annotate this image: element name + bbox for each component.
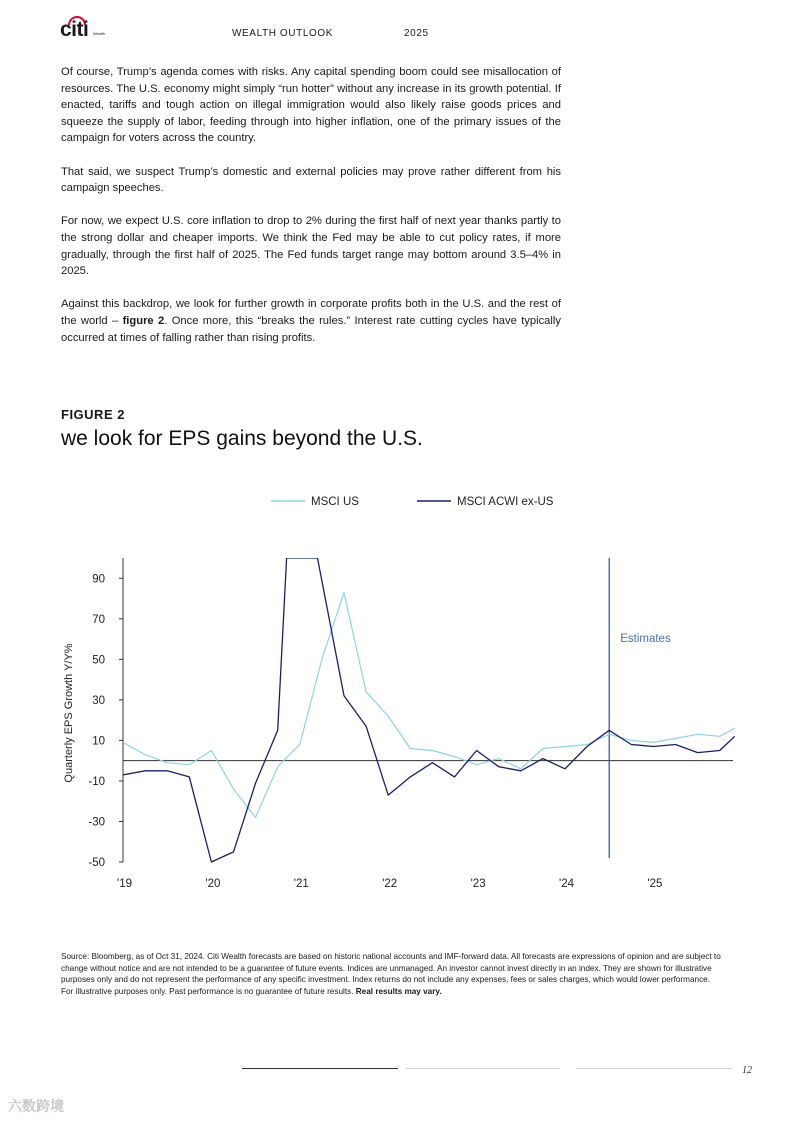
figure-reference-link[interactable]: figure 2 xyxy=(122,314,165,327)
eps-growth-chart xyxy=(55,480,745,900)
watermark-logo: 六数跨境 xyxy=(8,1098,64,1114)
y-tick-label: 30 xyxy=(92,694,105,707)
paragraph-4 xyxy=(61,296,561,346)
y-tick-label: -10 xyxy=(88,775,105,788)
x-tick-label: '21 xyxy=(293,878,309,890)
header-title: WEALTH OUTLOOK xyxy=(232,28,334,39)
paragraph-4-start: Against this backdrop, we look for further growth in corporate profits both in the U.S. and the rest of the world – xyxy=(61,298,561,327)
x-tick-label: '24 xyxy=(559,878,575,890)
x-tick-label: '22 xyxy=(382,878,398,890)
source-note xyxy=(61,951,721,997)
citi-wealth-logo xyxy=(60,18,120,44)
paragraph-1: Of course, Trump’s agenda comes with risks. Any capital spending boom could see misallocation of resources. The U.S. economy might simply “run hotter” without any increase in its growth potential. If enacted, tariffs and tough action on illegal immigration would also likely raise goods prices and squeeze the supply of labor, feeding through into higher inflation, one of the primary issues of the campaign for voters across the country. xyxy=(61,66,561,145)
x-tick-label: '19 xyxy=(117,878,132,890)
y-tick-label: -50 xyxy=(88,857,105,869)
source-disclaimer-bold: Real results may vary. xyxy=(355,986,442,996)
legend-label-1: MSCI US xyxy=(311,496,359,508)
footer-line-3 xyxy=(576,1068,732,1069)
y-axis-label: Quarterly EPS Growth Y/Y% xyxy=(63,643,75,783)
source-text: Source: Bloomberg, as of Oct 31, 2024. Citi Wealth forecasts are based on historic national accounts and IMF-forward data. All forecasts are expressions of opinion and are subject to change without notice and are not intended to be a guarantee of future events. Indices are unmanaged. An investor cannot invest directly in an index. They are shown for illustrative purposes only and do not represent the performance of any specific investment. Index returns do not include any expenses, fees or sales charges, which would lower performance. For illustrative purposes only. Past performance is no guarantee of future results. xyxy=(61,952,721,996)
chart-svg xyxy=(55,480,745,900)
logo-text: citi xyxy=(60,18,89,41)
estimates-annotation: Estimates xyxy=(620,633,671,645)
footer-line-2 xyxy=(406,1068,560,1069)
y-tick-label: -30 xyxy=(88,816,105,829)
logo-subtext: Wealth xyxy=(93,31,106,36)
y-tick-label: 90 xyxy=(92,573,105,586)
page-number: 12 xyxy=(742,1065,752,1076)
y-tick-label: 70 xyxy=(92,613,105,626)
series-line-msci-us xyxy=(123,593,735,818)
figure-title: we look for EPS gains beyond the U.S. xyxy=(61,427,423,450)
header-year: 2025 xyxy=(404,28,429,39)
figure-label: FIGURE 2 xyxy=(61,407,125,422)
y-tick-label: 50 xyxy=(92,654,105,667)
footer-progress-lines xyxy=(0,1068,793,1072)
x-tick-label: '20 xyxy=(205,878,221,890)
legend-label-2: MSCI ACWI ex-US xyxy=(457,496,554,508)
body-text xyxy=(61,64,561,363)
footer-line-1 xyxy=(242,1068,398,1069)
page-header xyxy=(60,18,760,48)
y-tick-label: 10 xyxy=(92,735,105,748)
series-line-msci-acwi-ex-us xyxy=(123,558,735,862)
paragraph-4-end: . Once more, this “breaks the rules.” Interest rate cutting cycles have typically occurred at times of falling rather than rising profits. xyxy=(61,314,561,344)
x-tick-label: '25 xyxy=(647,878,663,890)
paragraph-3: For now, we expect U.S. core inflation to drop to 2% during the first half of next year thanks partly to the strong dollar and cheaper imports. We think the Fed may be able to cut policy rates, if more gradually, through the first half of 2025. The Fed funds target range may bottom around 3.5–4% in 2025. xyxy=(61,215,561,278)
paragraph-2: That said, we suspect Trump’s domestic and external policies may prove rather different from his campaign speeches. xyxy=(61,165,561,195)
x-tick-label: '23 xyxy=(470,878,486,890)
